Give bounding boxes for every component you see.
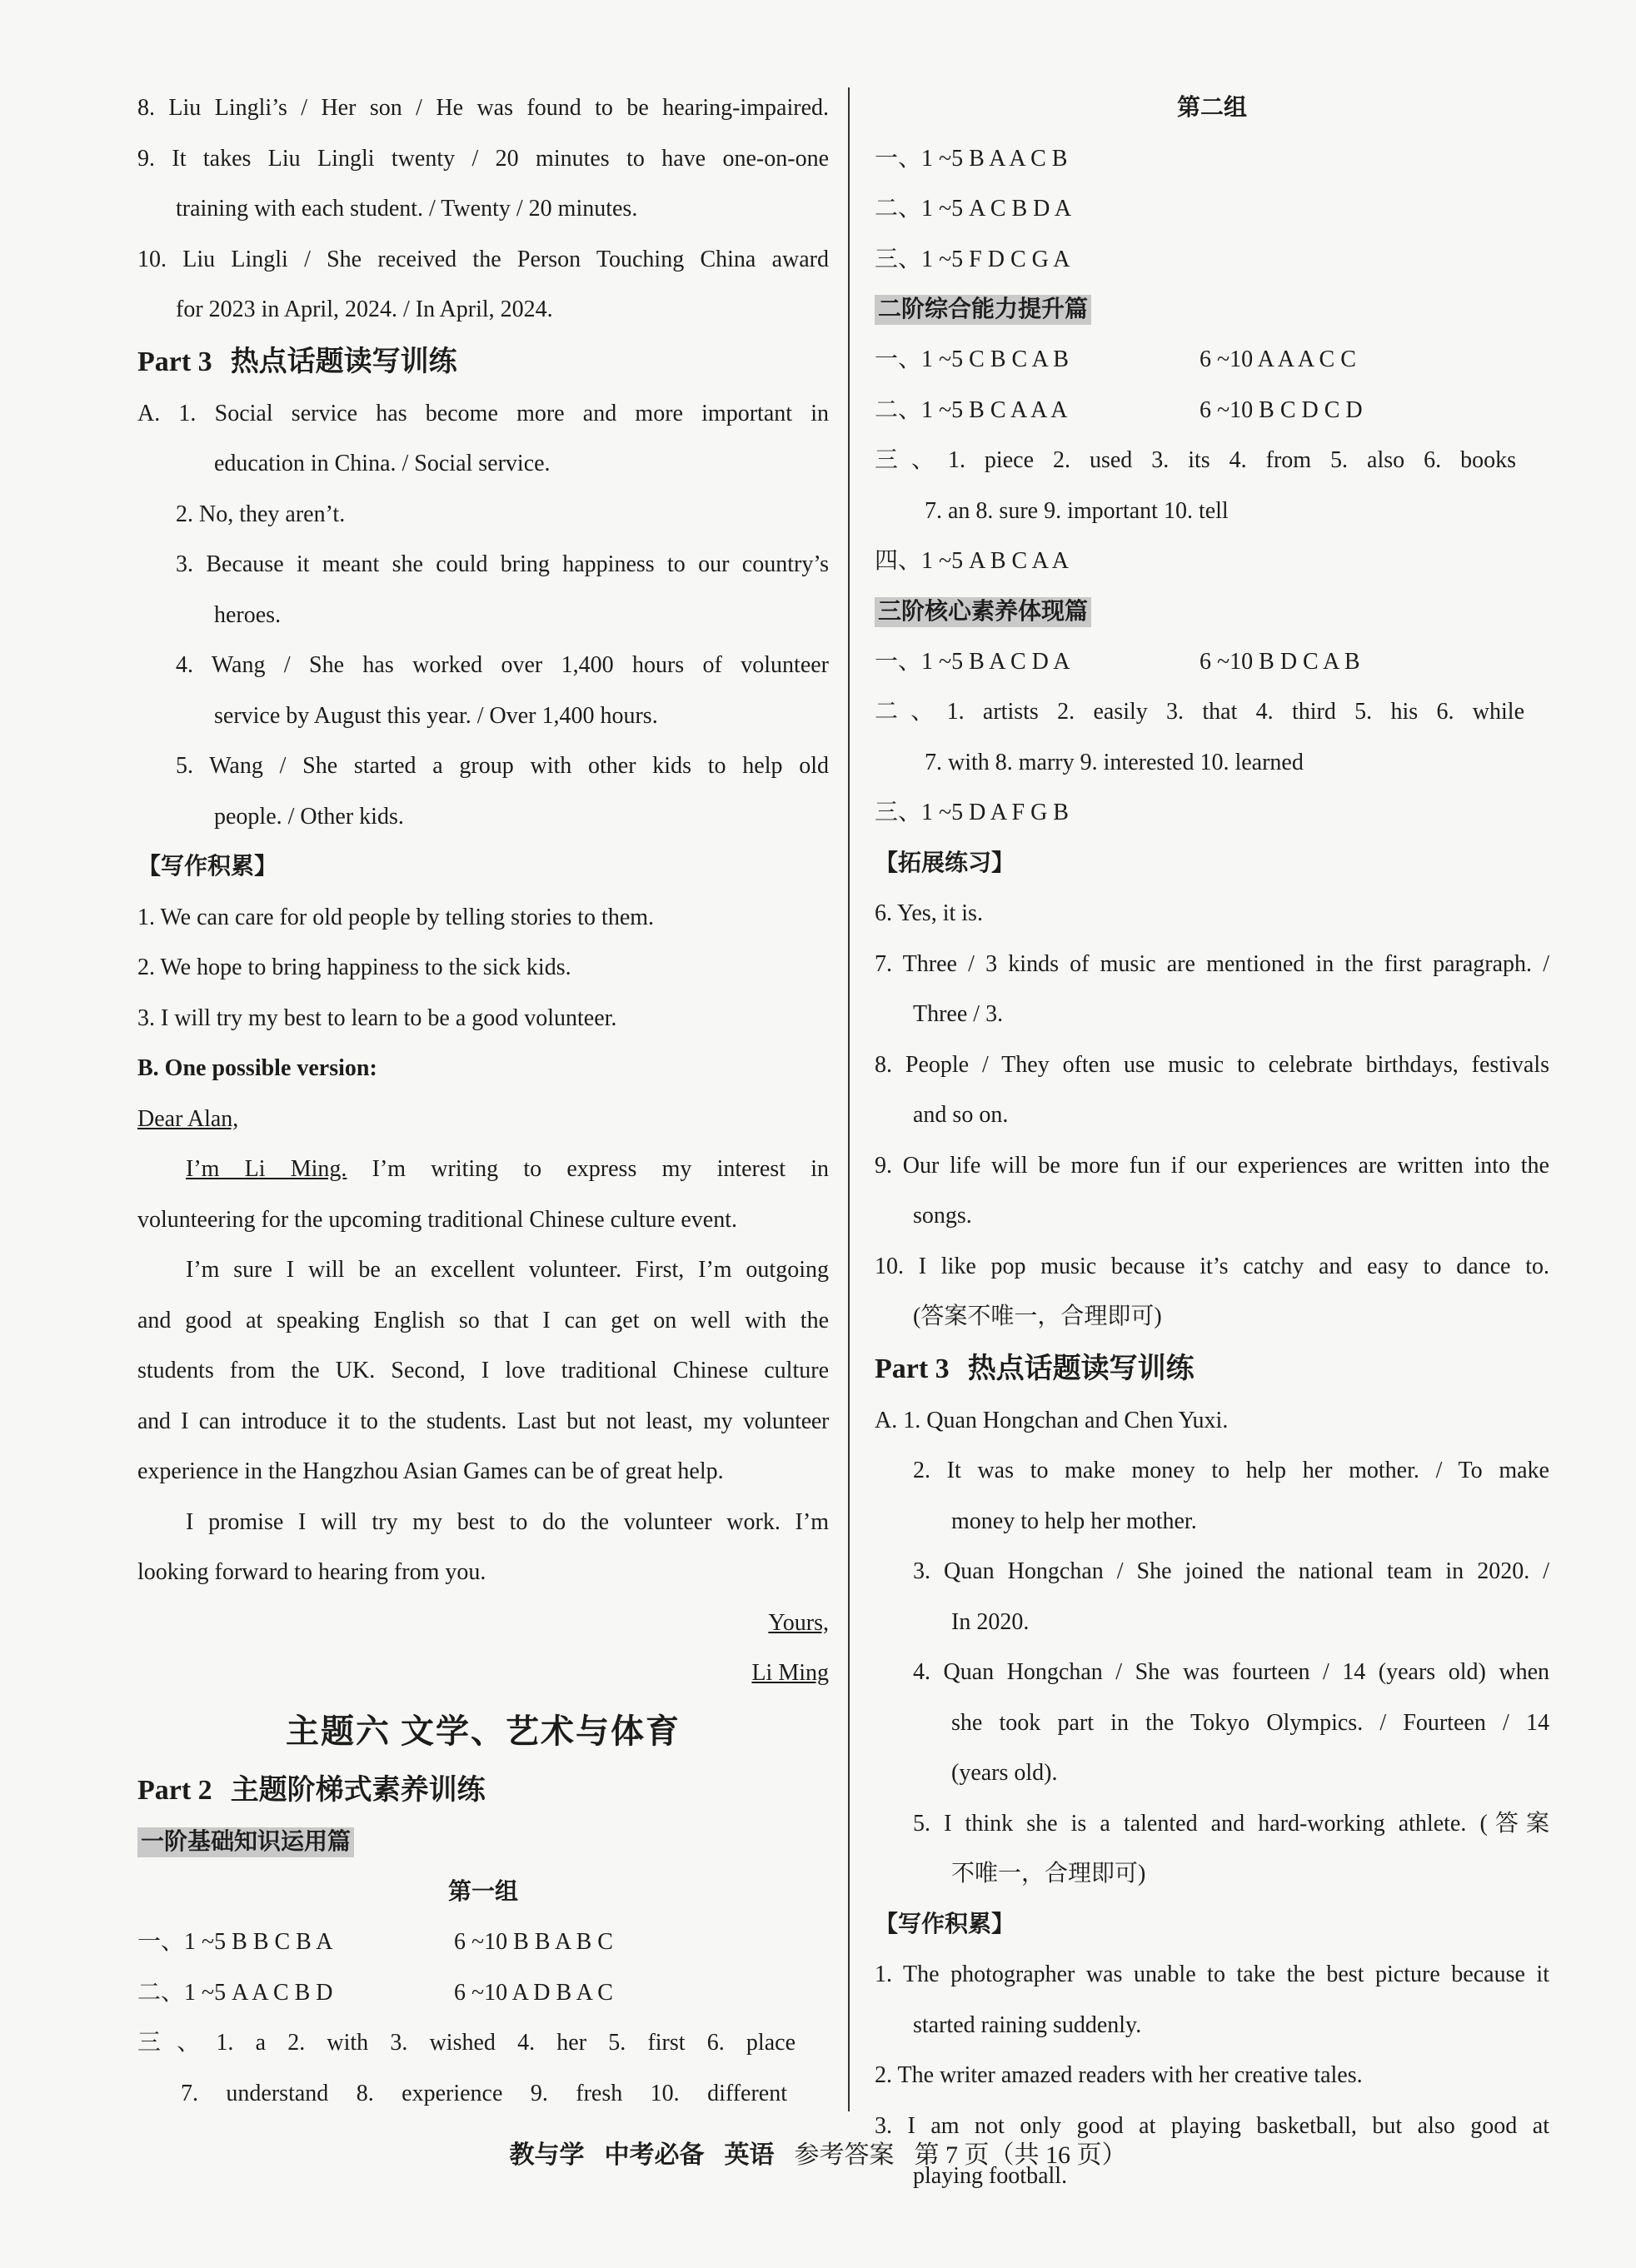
- letter-line: I promise I will try my best to do the volunteer work. I’m: [186, 1508, 829, 1535]
- answer-line: 4. Wang / She has worked over 1,400 hours of volunteer: [176, 652, 829, 678]
- letter-line: I’m sure I will be an excellent volunteer. First, I’m outgoing: [186, 1257, 829, 1283]
- answer-line: 7. with 8. marry 9. interested 10. learned: [925, 749, 1304, 775]
- right-column: [875, 83, 1549, 2202]
- answer-line: 7. understand 8. experience 9. fresh 10. different: [181, 2080, 787, 2106]
- letter-closing: [137, 1598, 829, 1649]
- answer-part: 一、1 ~5 C B C A B: [875, 346, 1069, 372]
- answer-line: 6. Yes, it is.: [875, 900, 983, 926]
- answer-line: 不唯一，合理即可): [951, 1861, 1146, 1887]
- answer-row: [137, 1968, 829, 2019]
- answer-line: 四、1 ~5 A B C A A: [875, 548, 1069, 574]
- answer-line: 4. Quan Hongchan / She was fourteen / 14 (years old) when: [913, 1659, 1549, 1685]
- answer-line: 2. It was to make money to help her mother. / To make: [913, 1458, 1549, 1483]
- answer-row: [875, 386, 1549, 436]
- answer-line: 2. No, they aren’t.: [176, 501, 346, 527]
- answer-line: training with each student. / Twenty / 20 minutes.: [176, 196, 638, 222]
- answer-part: 6 ~10 B C D C D: [1200, 396, 1363, 423]
- answer-part: 一、1 ~5 B A C D A: [875, 648, 1070, 675]
- part-title: 主题阶梯式素养训练: [230, 1774, 486, 1806]
- theme-title: 主题六 文学、艺术与体育: [286, 1712, 681, 1750]
- part3-heading: [875, 1343, 1549, 1396]
- answer-part: 一、1 ~5 B B C B A: [137, 1929, 333, 1955]
- answer-part: 6 ~10 A A A C C: [1200, 346, 1356, 372]
- letter-line: and good at speaking English so that I can get on well with the: [137, 1307, 829, 1333]
- letter-signature-text: Li Ming: [751, 1660, 829, 1686]
- footer-page: 第 7 页（共 16 页）: [914, 2141, 1127, 2169]
- column-divider: [848, 87, 850, 2111]
- answer-line: service by August this year. / Over 1,400 hours.: [214, 702, 658, 729]
- answer-line: people. / Other kids.: [214, 803, 404, 830]
- answer-line: (答案不唯一，合理即可): [913, 1303, 1162, 1329]
- footer-series: 中考必备: [604, 2141, 705, 2169]
- group-title: 第二组: [1176, 95, 1247, 121]
- writing-item: 1. The photographer was unable to take the best picture because it: [875, 1961, 1549, 1987]
- level-band: 一阶基础知识运用篇: [137, 1827, 354, 1857]
- answer-line: 10. I like pop music because it’s catchy and easy to dance to.: [875, 1253, 1549, 1279]
- answer-line: and so on.: [913, 1102, 1009, 1128]
- letter-greeting: [137, 1094, 829, 1145]
- answer-line: 一、1 ~5 B A A C B: [875, 145, 1068, 172]
- answer-line: In 2020.: [951, 1608, 1030, 1635]
- part-label: Part 3: [137, 346, 212, 377]
- answer-line: 3. Because it meant she could bring happiness to our country’s: [176, 551, 829, 577]
- answer-line: money to help her mother.: [951, 1508, 1197, 1534]
- answer-line: (years old).: [951, 1760, 1058, 1786]
- answer-row: [137, 1917, 829, 1968]
- writing-item: 3. I will try my best to learn to be a good volunteer.: [137, 1004, 617, 1031]
- writing-item: 2. We hope to bring happiness to the sick kids.: [137, 955, 571, 980]
- writing-item: playing football.: [913, 2163, 1068, 2189]
- part-title: 热点话题读写训练: [230, 346, 457, 377]
- letter-line: experience in the Hangzhou Asian Games can be of great help.: [137, 1458, 724, 1484]
- answer-line: 三、1 ~5 D A F G B: [875, 800, 1069, 825]
- answer-line: 7. an 8. sure 9. important 10. tell: [925, 497, 1229, 524]
- part-label: Part 2: [137, 1774, 212, 1806]
- answer-line: songs.: [913, 1203, 972, 1229]
- letter-name: I’m Li Ming.: [186, 1156, 347, 1182]
- answer-part: 6 ~10 B D C A B: [1200, 648, 1360, 675]
- part2-heading: [137, 1764, 829, 1817]
- letter-line: volunteering for the upcoming traditional Chinese culture event.: [137, 1206, 738, 1233]
- letter-text: I’m writing to express my interest in: [372, 1156, 829, 1182]
- answer-row: [875, 637, 1549, 688]
- part-title: 热点话题读写训练: [967, 1353, 1195, 1384]
- left-column: [137, 83, 829, 2119]
- answer-part: 二、1 ~5 B C A A A: [875, 396, 1068, 423]
- part3-heading: [137, 336, 829, 389]
- answer-line: she took part in the Tokyo Olympics. / Fourteen / 14: [951, 1709, 1549, 1736]
- footer-subject: 英语: [724, 2141, 775, 2169]
- answer-line: 三、1 ~5 F D C G A: [875, 246, 1070, 272]
- writing-item: 2. The writer amazed readers with her creative tales.: [875, 2062, 1363, 2088]
- answer-line: 10. Liu Lingli / She received the Person Touching China award: [137, 246, 829, 272]
- writing-heading: 【写作积累】: [875, 1911, 1015, 1937]
- letter-line: students from the UK. Second, I love traditional Chinese culture: [137, 1358, 829, 1383]
- answer-line: 三、1. piece 2. used 3. its 4. from 5. also 6. books: [875, 447, 1516, 473]
- answer-line: 8. Liu Lingli’s / Her son / He was found to be hearing-impaired.: [137, 95, 829, 121]
- answer-line: Three / 3.: [913, 1001, 1004, 1027]
- answer-line: 9. Our life will be more fun if our experiences are written into the: [875, 1152, 1549, 1179]
- answer-line: 5. Wang / She started a group with other kids to help old: [176, 753, 829, 779]
- answer-line: 5. I think she is a talented and hard-working athlete. (答案: [913, 1810, 1549, 1837]
- answer-part: 6 ~10 A D B A C: [454, 1979, 613, 2006]
- answer-line: education in China. / Social service.: [214, 451, 551, 476]
- answer-part: 二、1 ~5 A A C B D: [137, 1979, 333, 2006]
- letter-signature: [137, 1648, 829, 1699]
- extension-heading: 【拓展练习】: [875, 850, 1015, 876]
- answer-line: 三、1. a 2. with 3. wished 4. her 5. first 6. place: [137, 2030, 796, 2056]
- letter-line: [137, 1144, 829, 1195]
- answer-part: 6 ~10 B B A B C: [454, 1929, 613, 1955]
- letter-line: looking forward to hearing from you.: [137, 1559, 486, 1585]
- footer-book: 教与学: [509, 2141, 585, 2169]
- writing-item: started raining suddenly.: [913, 2011, 1142, 2038]
- b-heading: B. One possible version:: [137, 1055, 377, 1081]
- level-band: 三阶核心素养体现篇: [875, 597, 1091, 627]
- letter-greeting-text: Dear Alan,: [137, 1105, 239, 1132]
- answer-line: 二、1. artists 2. easily 3. that 4. third 5. his 6. while: [875, 699, 1524, 725]
- letter-closing-text: Yours,: [768, 1609, 829, 1636]
- level-band: 二阶综合能力提升篇: [875, 295, 1091, 325]
- letter-line: and I can introduce it to the students. Last but not least, my volunteer: [137, 1408, 829, 1434]
- answer-line: 3. Quan Hongchan / She joined the national team in 2020. /: [913, 1558, 1549, 1584]
- answer-line: 8. People / They often use music to celebrate birthdays, festivals: [875, 1051, 1549, 1078]
- group-title: 第一组: [447, 1878, 518, 1905]
- answer-line: for 2023 in April, 2024. / In April, 2024.: [176, 297, 553, 322]
- writing-item: 1. We can care for old people by telling stories to them.: [137, 904, 655, 930]
- answer-row: [875, 335, 1549, 386]
- answer-line: 9. It takes Liu Lingli twenty / 20 minutes to have one-on-one: [137, 145, 829, 172]
- writing-item: 3. I am not only good at playing basketball, but also good at: [875, 2112, 1549, 2139]
- page-footer: [0, 2134, 1636, 2171]
- answer-line: A. 1. Social service has become more and more important in: [137, 400, 829, 426]
- answer-line: heroes.: [214, 601, 282, 628]
- answer-line: 7. Three / 3 kinds of music are mentioned in the first paragraph. /: [875, 950, 1549, 977]
- footer-section: 参考答案: [794, 2141, 895, 2169]
- answer-line: A. 1. Quan Hongchan and Chen Yuxi.: [875, 1407, 1229, 1433]
- writing-heading: 【写作积累】: [137, 854, 278, 880]
- part-label: Part 3: [875, 1353, 950, 1384]
- answer-line: 二、1 ~5 A C B D A: [875, 196, 1072, 222]
